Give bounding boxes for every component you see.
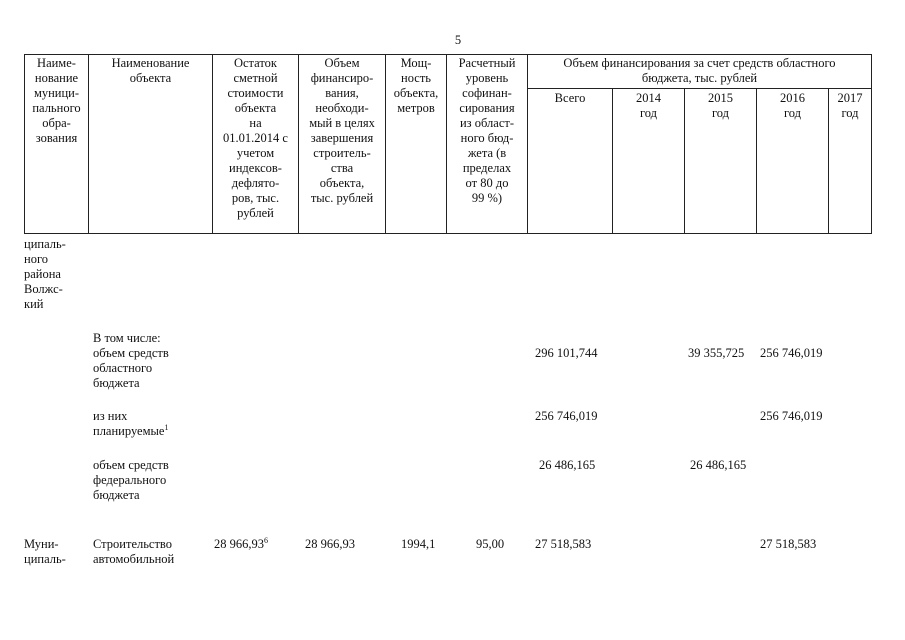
text-line: ципаль-: [24, 237, 66, 251]
header-capacity: [386, 56, 446, 116]
text-line: областного: [93, 361, 153, 375]
text-line: федерального: [93, 473, 167, 487]
header-year-2014: [613, 91, 684, 121]
header-line: рублей: [237, 206, 274, 220]
header-line: на: [249, 116, 262, 130]
last-row-funding-needed: 28 966,93: [305, 537, 355, 551]
footnote-marker: 1: [164, 422, 169, 432]
header-line: 01.01.2014 с: [223, 131, 288, 145]
text-line: Муни-: [24, 537, 59, 551]
header-object-name: [89, 56, 212, 86]
header-line: 2014: [636, 91, 661, 105]
header-line: вания,: [325, 86, 359, 100]
header-line: ства: [330, 161, 354, 175]
text-line: бюджета: [93, 488, 140, 502]
row-planned-label: [93, 409, 213, 439]
last-row-remaining-cost: [214, 537, 268, 552]
header-line: необходи-: [315, 101, 369, 115]
header-line: обра-: [42, 116, 71, 130]
table-header: [24, 54, 872, 234]
row-federal-budget-label: [93, 458, 213, 503]
row-federal-budget-total: 26 486,165: [539, 458, 596, 472]
row-planned-total: 256 746,019: [535, 409, 598, 423]
header-line: год: [639, 106, 658, 120]
header-line: уровень: [465, 71, 509, 85]
header-line: муници-: [33, 86, 80, 100]
header-line: Наиме-: [37, 56, 76, 70]
header-line: 2015: [708, 91, 733, 105]
header-line: зования: [35, 131, 78, 145]
last-row-object: [93, 537, 213, 567]
header-line: 2017: [837, 91, 863, 105]
group-divider: [527, 88, 872, 89]
header-line: завершения: [310, 131, 374, 145]
header-line: год: [841, 106, 859, 120]
row-regional-budget-2016: 256 746,019: [760, 346, 823, 360]
row-federal-budget-2015: 26 486,165: [690, 458, 747, 472]
header-year-2017: [829, 91, 871, 121]
last-row-cofinancing-level: 95,00: [476, 537, 505, 551]
header-line: год: [783, 106, 802, 120]
page-number: 5: [454, 33, 462, 47]
header-line: дефлято-: [231, 176, 280, 190]
header-funding-needed: [299, 56, 385, 206]
header-line: 99 %): [471, 191, 503, 205]
header-remaining-cost: [213, 56, 298, 221]
header-year-2015: [685, 91, 756, 121]
row-regional-budget-2015: 39 355,725: [688, 346, 745, 360]
header-bottom-border: [24, 233, 872, 234]
header-line: тыс. рублей: [310, 191, 374, 205]
header-line: Остаток: [233, 56, 278, 70]
text-line: автомобильной: [93, 552, 175, 566]
header-line: от 80 до: [465, 176, 509, 190]
header-line: Расчетный: [458, 56, 516, 70]
header-line: год: [711, 106, 730, 120]
header-line: объекта,: [393, 86, 439, 100]
header-line: объекта: [129, 71, 172, 85]
value-text: 28 966,93: [214, 537, 264, 551]
header-line: учетом: [236, 146, 275, 160]
text-line: В том числе:: [93, 331, 161, 345]
last-row-municipality: [24, 537, 84, 567]
header-line: мый в целях: [309, 116, 375, 130]
header-cofinancing-level: [447, 56, 527, 206]
header-top-border: [24, 54, 872, 55]
text-line: из них: [93, 409, 128, 423]
header-line: Объем: [324, 56, 360, 70]
text-line: бюджета: [93, 376, 140, 390]
header-line: нование: [34, 71, 79, 85]
header-line: метров: [397, 101, 435, 115]
header-line: ного бюд-: [460, 131, 514, 145]
text-line: района: [24, 267, 61, 281]
header-regional-funding-group: [528, 56, 871, 86]
header-line: индексов-: [229, 161, 282, 175]
row-regional-budget-total: 296 101,744: [535, 346, 598, 360]
header-year-2016: [757, 91, 828, 121]
header-line: финансиро-: [310, 71, 374, 85]
municipality-continuation: [24, 237, 84, 312]
footnote-marker: 6: [264, 535, 268, 545]
header-line: сметной: [233, 71, 278, 85]
header-line: 2016: [780, 91, 805, 105]
header-line: пределах: [462, 161, 512, 175]
header-line: сирования: [459, 101, 515, 115]
last-row-total: 27 518,583: [535, 537, 592, 551]
text-line: [93, 424, 213, 439]
last-row-capacity: 1994,1: [401, 537, 436, 551]
header-line: ность: [401, 71, 431, 85]
col-border-11: [871, 54, 872, 234]
text-line: Волжс-: [24, 282, 63, 296]
header-line: объекта: [234, 101, 277, 115]
header-line: пального: [32, 101, 81, 115]
header-line: стоимости: [227, 86, 284, 100]
header-line: жета (в: [467, 146, 507, 160]
text-line: ного: [24, 252, 49, 266]
row-regional-budget-label: [93, 331, 213, 391]
header-line: из област-: [459, 116, 514, 130]
header-line: ров, тыс.: [231, 191, 280, 205]
row-planned-2016: 256 746,019: [760, 409, 823, 423]
header-line: софинан-: [462, 86, 512, 100]
text-line: объем средств: [93, 346, 169, 360]
text-line: объем средств: [93, 458, 169, 472]
header-municipality: [25, 56, 88, 146]
header-line: строитель-: [313, 146, 371, 160]
header-line: Мощ-: [400, 56, 432, 70]
header-total: Всего: [554, 91, 586, 105]
last-row-2016: 27 518,583: [760, 537, 817, 551]
header-line: Наименование: [111, 56, 190, 70]
header-line: объекта,: [319, 176, 365, 190]
text-fragment: планируемые: [93, 424, 165, 438]
text-line: Строительство: [93, 537, 173, 551]
header-line: Объем финансирования за счет средств областного: [563, 56, 836, 70]
text-line: кий: [24, 297, 44, 311]
header-line: бюджета, тыс. рублей: [641, 71, 758, 85]
text-line: ципаль-: [24, 552, 66, 566]
